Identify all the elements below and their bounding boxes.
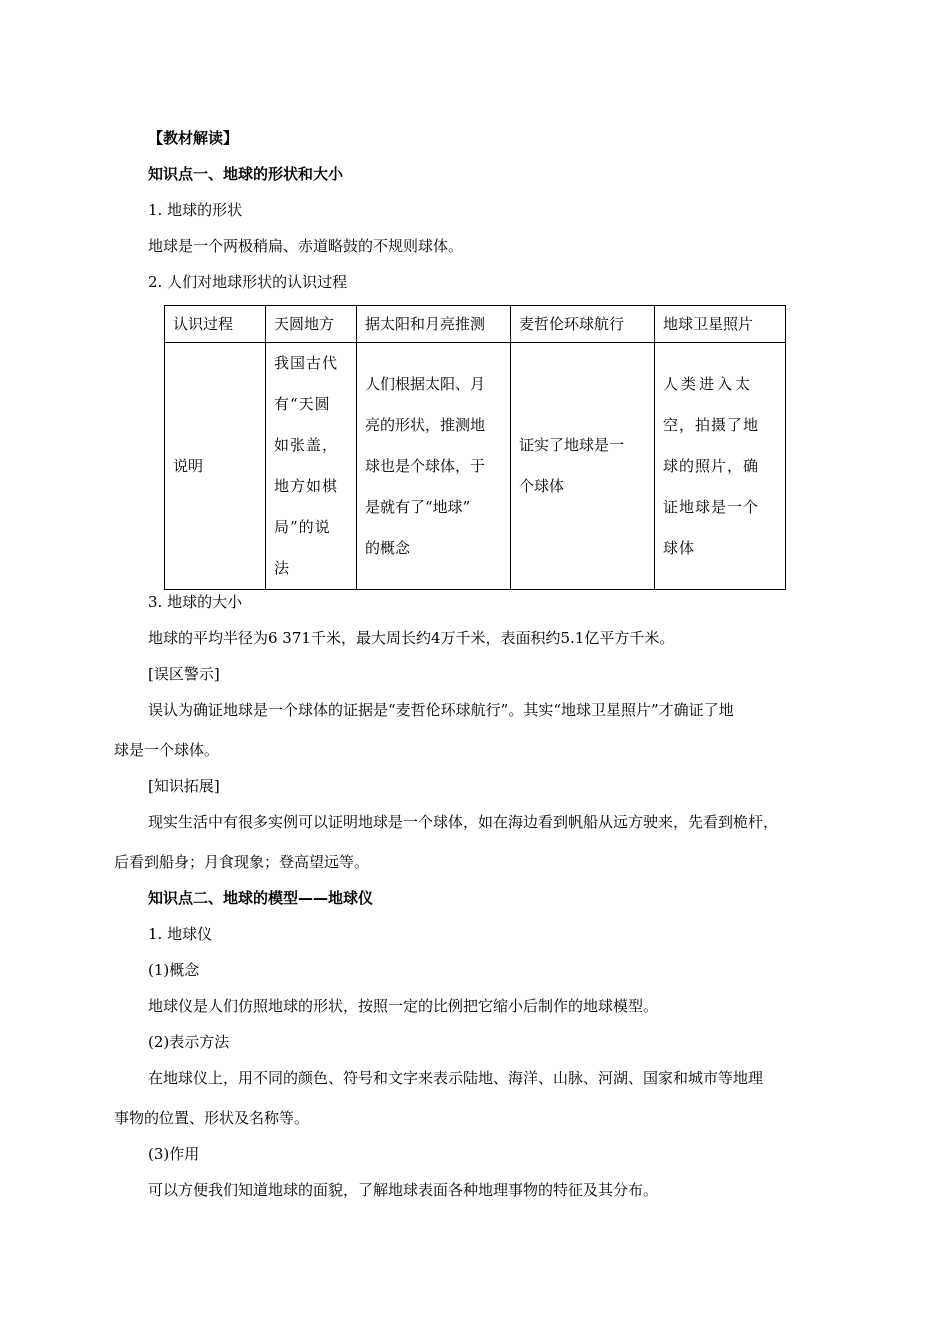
- cell-line: 人们根据太阳、月: [365, 374, 486, 393]
- table-cell-magellan: [511, 343, 655, 590]
- kp2-sub3-heading: (3)作用: [148, 1145, 200, 1163]
- kp2-item1-heading: 1. 地球仪: [148, 925, 213, 943]
- table-row-label: 说明: [165, 343, 266, 590]
- cell-line: 球也是个球体，于: [365, 456, 486, 475]
- expand-text: 现实生活中有很多实例可以证明地球是一个球体，如在海边看到帆船从远方驶来，先看到桅杆，: [148, 813, 779, 831]
- table-cell-sun-moon: [357, 343, 511, 590]
- cell-line: 证实了地球是一: [519, 436, 625, 454]
- cell-line: 个球体: [519, 477, 565, 495]
- kp1-item2-heading: 2. 人们对地球形状的认识过程: [148, 273, 348, 291]
- cell-line: 的概念: [365, 538, 411, 557]
- kp2-sub1-heading: (1)概念: [148, 961, 200, 979]
- table-cell-satellite: [655, 343, 786, 590]
- table-cell-tianyuan: [266, 343, 357, 590]
- kp1-item3-heading: 3. 地球的大小: [148, 593, 243, 611]
- cell-line: 地方如棋: [274, 477, 339, 495]
- cell-line: 证地球是一个: [663, 497, 760, 516]
- cell-line: 我国古代: [274, 354, 339, 372]
- cell-line: 有“天圆: [274, 395, 331, 413]
- table-header-cell: 天圆地方: [266, 306, 357, 343]
- cell-line: 空，拍摄了地: [663, 415, 760, 434]
- kp1-title: 知识点一、地球的形状和大小: [148, 165, 344, 183]
- table-header-cell: 认识过程: [165, 306, 266, 343]
- warning-label: [误区警示]: [148, 665, 220, 683]
- expand-text-cont: 后看到船身；月食现象；登高望远等。: [114, 853, 370, 871]
- warning-text: 误认为确证地球是一个球体的证据是“麦哲伦环球航行”。其实“地球卫星照片”才确证了地: [148, 701, 734, 719]
- table-header-cell: 麦哲伦环球航行: [511, 306, 655, 343]
- table-header-cell: 据太阳和月亮推测: [357, 306, 511, 343]
- table-row: [165, 343, 786, 590]
- cognition-table: [164, 305, 786, 590]
- kp2-sub2-text: 在地球仪上，用不同的颜色、符号和文字来表示陆地、海洋、山脉、河湖、国家和城市等地理: [148, 1069, 764, 1087]
- cell-line: 法: [274, 559, 291, 577]
- table-header-row: [165, 306, 786, 343]
- expand-label: [知识拓展]: [148, 777, 220, 795]
- kp2-sub3-text: 可以方便我们知道地球的面貌，了解地球表面各种地理事物的特征及其分布。: [148, 1181, 659, 1199]
- kp2-sub2-text-cont: 事物的位置、形状及名称等。: [114, 1109, 310, 1127]
- table-header-cell: 地球卫星照片: [655, 306, 786, 343]
- cell-line: 如张盖，: [274, 436, 339, 454]
- cell-line: 亮的形状，推测地: [365, 415, 486, 434]
- warning-text-cont: 球是一个球体。: [114, 741, 220, 759]
- cell-line: 人类进入太: [663, 374, 754, 393]
- kp1-item1-heading: 1. 地球的形状: [148, 201, 243, 219]
- cell-line: 是就有了“地球”: [365, 497, 471, 516]
- kp2-title: 知识点二、地球的模型——地球仪: [148, 889, 374, 907]
- kp1-item3-text: 地球的平均半径为6 371千米，最大周长约4万千米，表面积约5.1亿平方千米。: [148, 629, 675, 647]
- kp1-item1-text: 地球是一个两极稍扁、赤道略鼓的不规则球体。: [148, 237, 464, 255]
- cell-line: 球的照片，确: [663, 456, 760, 475]
- kp2-sub1-text: 地球仪是人们仿照地球的形状，按照一定的比例把它缩小后制作的地球模型。: [148, 997, 659, 1015]
- cell-line: 局”的说: [274, 518, 331, 536]
- kp2-sub2-heading: (2)表示方法: [148, 1033, 230, 1051]
- cell-line: 球体: [663, 538, 696, 557]
- section-header: 【教材解读】: [148, 129, 239, 147]
